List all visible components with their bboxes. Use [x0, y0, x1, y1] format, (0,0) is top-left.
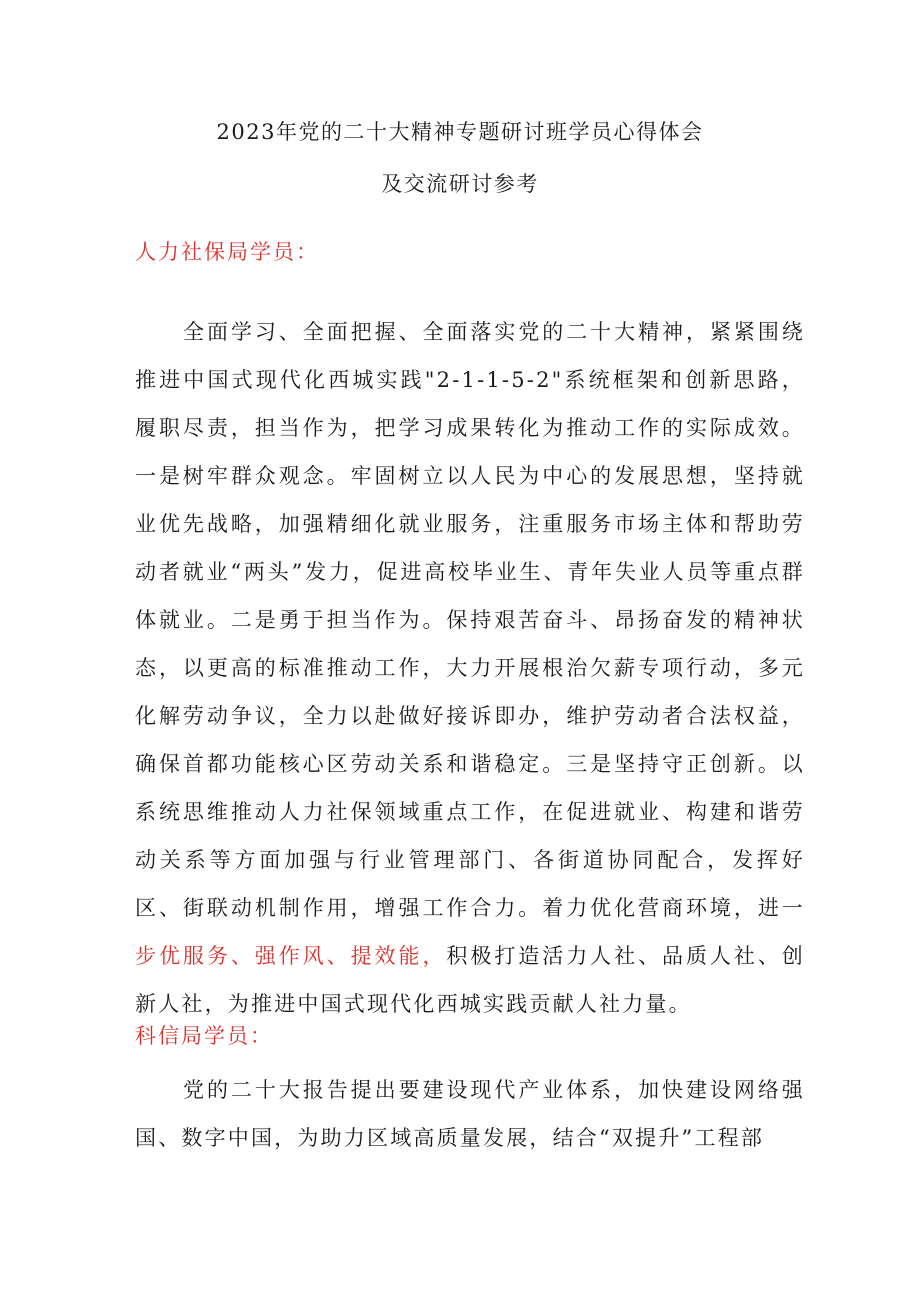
section-paragraph-hr-bureau	[135, 308, 805, 1028]
document-title-line-2: 及交流研讨参考	[381, 172, 539, 196]
section-paragraph-tech-bureau: 党的二十大报告提出要建设现代产业体系，加快建设网络强国、数字中国，为助力区域高质量发展，结合“双提升”工程部	[135, 1078, 805, 1150]
paragraph-text: 全面学习、全面把握、全面落实党的二十大精神，紧紧围绕推进中国式现代化西城实践"2-1-1-5-2"系统框架和创新思路，履职尽责，担当作为，把学习成果转化为推动工作的实际成效。一是树牢群众观念。牢固树立以人民为中心的发展思想，坚持就业优先战略，加强精细化就业服务，注重服务市场主体和帮助劳动者就业“两头”发力，促进高校毕业生、青年失业人员等重点群体就业。二是勇于担当作为。保持艰苦奋斗、昂扬奋发的精神状态，以更高的标准推动工作，大力开展根治欠薪专项行动，多元化解劳动争议，全力以赴做好接诉即办，维护劳动者合法权益，确保首都功能核心区劳动关系和谐稳定。三是坚持守正创新。以系统思维推动人力社保领域重点工作，在促进就业、构建和谐劳动关系等方面加强与行业管理部门、各街道协同配合，发挥好区、街联动机制作用，增强工作合力。着力优化营商环境，进一	[135, 320, 805, 920]
paragraph-text: 积极打造活力人社、品质人社、创新人社，为推进中国式现代化西城实践贡献人社力量。	[135, 944, 805, 1016]
highlighted-text: 步优服务、强作风、提效能，	[135, 944, 447, 968]
section-label-hr-bureau: 人力社保局学员：	[135, 240, 319, 264]
document-title-line-1: 2023年党的二十大精神专题研讨班学员心得体会	[216, 120, 704, 144]
section-label-tech-bureau: 科信局学员：	[135, 1024, 273, 1048]
